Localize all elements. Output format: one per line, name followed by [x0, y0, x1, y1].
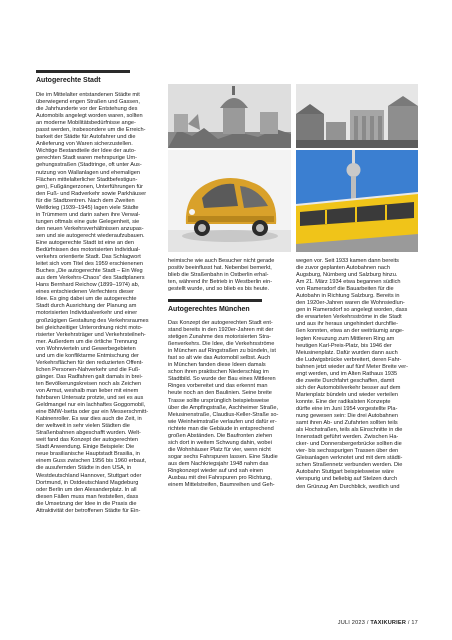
isetta-car-photo [168, 150, 291, 252]
text-line: fast so alt wie das Automobil selbst. Auch [168, 355, 271, 362]
text-line: überwiegend engen Straßen und Gassen, [36, 99, 140, 106]
text-line: gen in Ramersdorf so angelegt worden, dass [296, 307, 408, 314]
text-line: Stadt durch Ausrichtung der Planung am [36, 303, 137, 310]
text-line: ten, während ihr Betrieb in Westberlin ein- [168, 279, 273, 286]
text-line: Wichtige Bestandteile der Idee der auto- [36, 148, 136, 155]
heading-rule-munich [168, 299, 262, 302]
text-line: Marienplatz bündeln und wieder verteilen [296, 391, 398, 398]
text-line: gehungsstraßen (Stadtringe, oft unter Aus- [36, 162, 142, 169]
text-line: großen Abständen. Die Baufronten ziehen [168, 432, 273, 439]
text-line: cker- und Donnersbergerbrücke sollten die [296, 441, 402, 448]
text-line: von Ramersdorf die Bauarbeiten für die [296, 286, 394, 293]
text-line: dürfte eine im Juni 1954 vorgestellte Pla- [296, 405, 398, 412]
footer-separator-2: / [406, 620, 412, 626]
text-line: die Wohnhäuser Platz für vier, wenn nicht [168, 446, 271, 453]
text-line: die ausufernden Städte in den USA, in [36, 465, 132, 472]
text-line: passt werden, insbesondere um die Erreich- [36, 127, 146, 134]
page-footer [338, 620, 418, 626]
text-line: die Ludwigsbrücke verbreitert, deren Fahr- [296, 356, 402, 363]
text-line: Hans Bernhard Reichow (1899–1974) ab, [36, 282, 140, 289]
text-line: fahrbaren Untersatz protzte, und sei es aus [36, 395, 144, 402]
text-line: sogar sechs Fahrspuren lassen. Eine Studie [168, 453, 278, 460]
text-line: Augsburg, Nürnberg und Salzburg hinzu. [296, 272, 398, 279]
text-line: sich dort in weitem Schwung dahin, wobei [168, 439, 272, 446]
text-line: Flächen mittelalterlicher Stadtbefestigun- [36, 176, 138, 183]
text-line: Buches „Die autogerechte Stadt – Ein Weg [36, 268, 143, 275]
text-line: Stadtbild. So wurde der Bau eines Mittleren [168, 376, 276, 383]
yellow-tram-photo [296, 150, 418, 252]
text-line: Ringkonzept wieder auf und sah einen [168, 467, 264, 474]
text-line: von Armut, weshalb man lieber mit einem [36, 387, 139, 394]
text-line: für die Stadtzentren. Nach dem Zweiten [36, 197, 135, 204]
text-line: bahnen jetzt wieder auf fünf Meter Breite ver- [296, 363, 408, 370]
text-line: einem Mittelstreifen, Baumreihen und Geh- [168, 482, 275, 489]
text-line: gen), Fußgängerzonen, Unterführungen für [36, 183, 143, 190]
text-line: samt ihren Ab- und Zufahrten sollten teils [296, 420, 398, 427]
text-line: legten Kreuzung zum Mittleren Ring am [296, 335, 395, 342]
text-line: Westdeutschland Hannover, Stuttgart oder [36, 472, 142, 479]
text-line: Ringes vorbereitet und das erkennt man [168, 383, 268, 390]
text-line: die Umsetzung der Idee in die Praxis die [36, 500, 137, 507]
text-line: Autobahn Stuttgart beispielsweise wäre [296, 469, 394, 476]
text-line: sen und sie autogerecht wiederaufzubauen. [36, 232, 145, 239]
text-line: die zweite Durchfahrt geschaffen, damit [296, 377, 395, 384]
text-line: eine BMW-Isetta oder gar ein Messerschmitt- [36, 409, 149, 416]
article-column-2-bottom [168, 320, 292, 489]
footer-separator: / [365, 620, 371, 626]
text-line: die Jahrhunderte vor der Entstehung des [36, 106, 138, 113]
text-line: an moderne Mobilitätsbedürfnisse ange- [36, 120, 136, 127]
text-line: sich der Automobilverkehr besser auf dem [296, 384, 401, 391]
text-line: engt werden, und im Alten Rathaus 1935 [296, 370, 398, 377]
footer-magazine: TAXIKURIER [370, 620, 407, 626]
text-line: wie Weinheimstraße verlaufen und dafür er- [168, 418, 277, 425]
text-line: diesen Fällen muss man feststellen, dass [36, 493, 139, 500]
text-line: ten Bevölkerungskreisen noch als Zeichen [36, 380, 142, 387]
text-line: Stadt Anwendung. Einige Beispiele: Die [36, 444, 135, 451]
text-line: weit fand das Konzept der autogerechten [36, 437, 139, 444]
section-heading-autogerechtes-muenchen: Autogerechtes München [168, 306, 250, 313]
text-line: heute noch an den Baulinien. Seine breite [168, 390, 272, 397]
article-column-1 [36, 92, 161, 515]
text-line: Die im Mittelalter entstandenen Städte mit [36, 92, 140, 98]
text-line: Das Konzept der autogerechten Stadt ent- [168, 320, 273, 326]
text-line: oder Berlin um den Alexanderplatz. In all [36, 486, 137, 493]
text-line: stetigen Zunahme des motorisierten Stra- [168, 334, 271, 341]
heading-rule [36, 70, 130, 73]
text-line: Meiusinenstraße, Claudius-Keller-Straße so- [168, 411, 279, 418]
text-line: gerechten Stadt waren mehrspurige Um- [36, 155, 138, 162]
text-line: lichen Personen-Nahverkehr und die Fuß- [36, 366, 141, 373]
text-line: in München fanden diese Ideen damals [168, 362, 266, 369]
text-line: in Trümmern und darin sahen ihre Verwal- [36, 211, 141, 218]
text-line: in München auf Ringstraßen zu bündeln, ist [168, 348, 276, 355]
text-line: konnte. Eine der radikalsten Konzepte [296, 398, 391, 405]
text-line: Anlieferung von Waren sicherzustellen. [36, 141, 133, 148]
text-line: tungen oftmals eine gute Gelegenheit, sie [36, 218, 140, 225]
text-line: Bedürfnissen des motorisierten Individual- [36, 247, 141, 254]
text-line: über die Ampfingstraße, Aschheimer Straße, [168, 404, 279, 411]
text-line: nutzung von Wallanlagen und ehemaligen [36, 169, 140, 176]
text-line: die zuvor geplanten Autobahnen nach [296, 265, 390, 272]
text-line: ßen konnten, etwa an der weiträumig ange- [296, 328, 404, 335]
text-line: die erwarteten Verkehrsströme in die Stadt [296, 314, 402, 321]
text-line: Eine autogerechte Stadt ist eine an den [36, 239, 134, 246]
text-line: von Wohnvierteln und Gewerbegebieten [36, 345, 136, 352]
text-line: Straßenbahnen abgeschafft wurden. Welt- [36, 430, 141, 437]
article-column-2-top [168, 258, 292, 293]
text-line: und um die konfliktarme Entmischung der [36, 352, 139, 359]
text-line: Attraktivität der betroffenen Städte für Ein- [36, 507, 141, 514]
text-line: aus dem Nachkriegsjahr 1948 nahm das [168, 460, 269, 467]
text-line: vierspurig und beliebig auf Stelzen durch [296, 476, 398, 483]
text-line: Automobils angelegt worden waren, sollten [36, 113, 143, 120]
article-column-3 [296, 258, 420, 491]
text-line: Dortmund, in Ostdeutschland Magdeburg [36, 479, 139, 486]
text-line: verkehrs orientierte Stadt. Das Schlagwort [36, 254, 141, 261]
text-line: gänger. Das Radfahren galt damals in brei- [36, 373, 143, 380]
text-line: Trasse sollte ursprünglich beispielsweise [168, 397, 270, 404]
text-line: den Fuß- und Radverkehr sowie Parkhäuser [36, 190, 147, 197]
text-line: Verkehrsflächen für den reduzierten Öffent- [36, 359, 144, 366]
text-line: aus dem Verkehrs-Chaos“ des Stadtplaners [36, 275, 145, 282]
text-line: und aus ihr heraus ungehindert durchflie- [296, 321, 398, 328]
text-line: mer. Außerdem um die örtliche Trennung [36, 338, 138, 345]
text-line: den 1920er-Jahren waren die Wohnsiedlun- [296, 300, 405, 307]
text-line: Meiusinenplatz. Dafür wurden dann auch [296, 349, 398, 356]
text-line: heimische wie auch Besucher nicht gerade [168, 258, 275, 264]
text-line: als Hochstraßen, teils als Einschnitte in die [296, 427, 403, 434]
text-line: leitet sich vom Titel des 1959 erschienenen [36, 261, 143, 268]
text-line: risierter Verkehrsträger und Verkehrsteilneh- [36, 331, 146, 338]
text-line: schen Straßennetz verbunden werden. Die [296, 462, 403, 469]
text-line: gestellt wurde, und so blieb es bis heute. [168, 286, 270, 293]
text-line: stand bereits in den 1920er-Jahren mit der [168, 327, 274, 334]
text-line: blieb die Straßenbahn in Ostberlin erhal- [168, 272, 269, 279]
text-line: nung gewesen sein: Die drei Autobahnen [296, 413, 399, 420]
text-line: Ausbau mit drei Fahrspuren pro Richtung, [168, 475, 272, 482]
text-line: den neuen Verkehrsverhältnissen anzupas- [36, 225, 144, 232]
footer-page-number: 17 [411, 620, 418, 626]
text-line: vier- bis sechsspurigen Trassen über den [296, 448, 399, 455]
text-line: motorisierten Individualverkehr und einer [36, 310, 138, 317]
text-line: der weltweit in sehr vielen Städten die [36, 423, 130, 430]
text-line: Innenstadt geführt werden. Zwischen Ha- [296, 434, 399, 441]
text-line: Geldmangel nur ein lachhaftes Goggomobil, [36, 402, 146, 409]
ruins-photo [168, 84, 291, 148]
text-line: bei gleichzeitiger Unterordnung nicht moto- [36, 324, 143, 331]
text-line: eines entschiedenen Verfechters dieser [36, 289, 134, 296]
text-line: schon ihren praktischen Niederschlag im [168, 369, 269, 376]
text-line: positiv beeinflusst hat. Nebenbei bemerkt, [168, 265, 272, 272]
section-heading-autogerechte-stadt: Autogerechte Stadt [36, 77, 101, 84]
text-line: Autobahn in Richtung Salzburg. Bereits in [296, 293, 400, 300]
text-line: wegen vor. Seit 1933 kamen dann bereits [296, 258, 399, 264]
text-line: einem Guss zwischen 1956 bis 1960 erbaut, [36, 458, 147, 465]
text-line: barkeit der Städte für Autofahrer und die [36, 134, 136, 141]
text-line: Weltkrieg (1939–1945) lagen viele Städte [36, 204, 139, 211]
text-line: ßenverkehrs. Die Idee, die Verkehrsströme [168, 341, 275, 348]
text-line: den Grünzug Am Durchblick, westlich und [296, 483, 400, 490]
text-line: Am 21. März 1934 etwa begannen südlich [296, 279, 401, 286]
city-skyline-photo [296, 84, 418, 148]
text-line: richtete man die Gebäude in entsprechend [168, 425, 274, 432]
footer-issue: JULI 2023 [337, 620, 366, 626]
text-line: Gleisanlagen verknotet und mit dem städti- [296, 455, 403, 462]
text-line: Kabinenroller. Es war dies auch die Zeit, in [36, 416, 142, 423]
text-line: großzügigen Gestaltung des Verkehrsraumes [36, 317, 149, 324]
text-line: heutigen Karl-Preis-Platz, bis 1946 der [296, 342, 392, 349]
text-line: Idee. Es ging dabei um die autogerechte [36, 296, 137, 303]
text-line: neue brasilianische Hauptstadt Brasilia, in [36, 451, 140, 458]
